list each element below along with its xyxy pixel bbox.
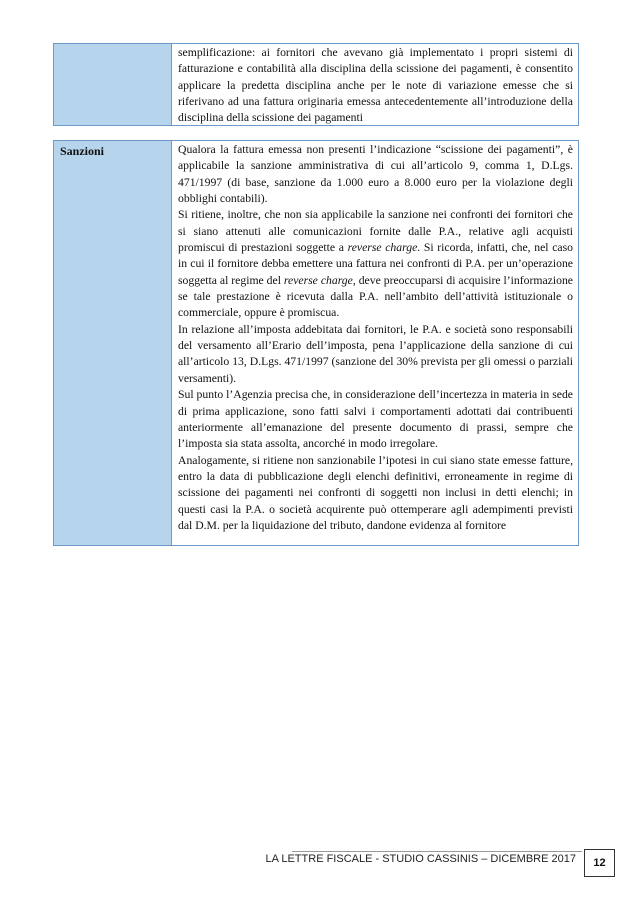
table-label-cell: Sanzioni bbox=[54, 141, 172, 545]
page-number: 12 bbox=[584, 849, 615, 877]
footer-rule bbox=[292, 851, 582, 852]
text-span: Si ritiene, inoltre, che non sia applicabile la sanzione nei confronti dei fornitori che si siano attenuti alle comunicazioni fornite dalle P.A., relative agli acquisti promiscui di prestazioni soggette a bbox=[178, 208, 573, 255]
table-label-cell bbox=[54, 44, 172, 125]
italic-term: reverse charge bbox=[347, 241, 418, 255]
footer-text: LA LETTRE FISCALE - STUDIO CASSINIS – DICEMBRE 2017 bbox=[265, 853, 576, 865]
paragraph: Analogamente, si ritiene non sanzionabile l’ipotesi in cui siano state emesse fatture, entro la data di pubblicazione degli elenchi definitivi, erroneamente in regime di scissione dei pagamenti nei confronti di soggetti non inclusi in detti elenchi; in questi casi la P.A. o società acquirente può ottemperare agli adempimenti previsti dal D.M. per la liquidazione del tributo, dandone evidenza al fornitore bbox=[178, 453, 573, 532]
italic-term: reverse charge bbox=[283, 273, 353, 287]
paragraph: In relazione all’imposta addebitata dai fornitori, le P.A. e società sono responsabili del versamento all’Erario dell’imposta, pena l’applicazione della sanzione di cui all’articolo 13, D.Lgs. 471/1997 (sanzione del 30% prevista per gli omessi o parziali versamenti). bbox=[178, 322, 574, 385]
paragraph bbox=[178, 207, 573, 321]
paragraph: Qualora la fattura emessa non presenti l’indicazione “scissione dei pagamenti”, è applicabile la sanzione amministrativa di cui all’articolo 9, comma 1, D.Lgs. 471/1997 (di base, sanzione da 1.000 euro a 8.000 euro per la violazione degli obblighi contabili). bbox=[178, 143, 573, 206]
table-continuation bbox=[53, 43, 579, 126]
table-text-cell bbox=[172, 141, 578, 545]
paragraph: semplificazione: ai fornitori che avevano già implementato i propri sistemi di fatturazione e contabilità alla disciplina della scissione dei pagamenti, è consentito applicare la predetta disciplina anche per le note di variazione emesse che si riferivano ad una fattura originaria emessa antecedentemente all’introduzione della disciplina della scissione dei pagamenti bbox=[178, 46, 573, 125]
table-sanzioni bbox=[53, 140, 579, 546]
text-span: , deve preoccuparsi di acquisire l’informazione se tale prestazione è ricevuta dalla P.A. nell’ambito dell’attività istituzionale o commerciale, oppure è promiscua. bbox=[178, 273, 573, 320]
table-text-cell bbox=[172, 44, 578, 125]
paragraph: Sul punto l’Agenzia precisa che, in considerazione dell’incertezza in materia in sede di prima applicazione, sono fatti salvi i comportamenti adottati dai contribuenti anteriormente all’emanazione del presente documento di prassi, sempre che l’imposta sia stata assolta, ancorché in modo irregolare. bbox=[178, 388, 573, 451]
text-span: . Si ricorda, infatti, che, nel caso in cui il fornitore debba emettere una fattura nei confronti di P.A. per un’operazione soggetta al regime del bbox=[178, 241, 573, 287]
page-footer bbox=[0, 849, 638, 879]
